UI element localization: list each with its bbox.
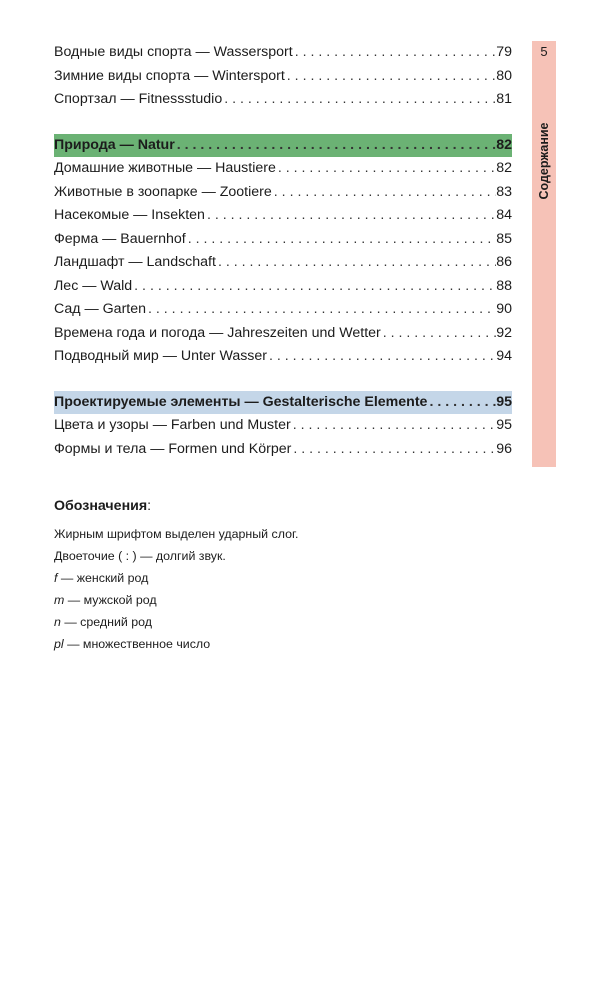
toc-section-header-nature[interactable] [54, 134, 512, 158]
toc-entry-page: 80 [496, 67, 512, 84]
section-gap [54, 369, 512, 391]
toc-entry-title: Животные в зоопарке — Zootiere [54, 183, 272, 200]
leader-dots [291, 414, 497, 438]
abbreviation-meaning: — женский род [57, 571, 149, 585]
toc-entry-title: Насекомые — Insekten [54, 207, 205, 223]
toc-entry-title: Водные виды спорта — Wassersport [54, 44, 293, 60]
toc-entry[interactable] [54, 322, 512, 346]
toc-entry-page: 84 [496, 207, 512, 223]
side-tab-label: Содержание [537, 122, 551, 200]
page-number: 5 [540, 44, 548, 59]
legend [54, 498, 514, 655]
leader-dots [276, 157, 496, 181]
toc-entry[interactable] [54, 88, 512, 112]
abbreviation-meaning: — мужской род [64, 593, 157, 607]
toc-entry[interactable] [54, 414, 512, 438]
legend-abbreviation [54, 611, 514, 633]
legend-note: Жирным шрифтом выделен ударный слог. [54, 527, 299, 541]
toc-entry-title: Подводный мир — Unter Wasser [54, 348, 268, 364]
toc-entry-page: 83 [496, 183, 512, 200]
toc-entry[interactable] [54, 345, 512, 369]
leader-dots [291, 438, 496, 462]
legend-abbreviation [54, 589, 514, 611]
leader-dots [285, 65, 496, 89]
toc-entry[interactable] [54, 228, 512, 252]
leader-dots [146, 298, 496, 322]
leader-dots [216, 251, 496, 275]
toc-entry-title: Времена года и погода — Jahreszeiten und Wetter [54, 324, 381, 341]
leader-dots [272, 181, 496, 205]
toc-entry-title: Цвета и узоры — Farben und Muster [54, 417, 291, 433]
leader-dots [175, 134, 496, 158]
toc-entry[interactable] [54, 298, 512, 322]
toc-entry-page: 96 [496, 440, 512, 457]
toc-entry-page: 85 [496, 230, 512, 247]
toc-entry-title: Зимние виды спорта — Wintersport [54, 67, 285, 84]
legend-heading [54, 498, 514, 514]
toc-entry[interactable] [54, 438, 512, 462]
legend-note: Двоеточие ( : ) — долгий звук. [54, 549, 226, 563]
leader-dots [427, 391, 496, 415]
leader-dots [293, 41, 497, 65]
toc-entry-title: Спортзал — Fitnessstudio [54, 91, 223, 107]
leader-dots [381, 322, 496, 346]
toc-section-header-design-elements[interactable] [54, 391, 512, 415]
leader-dots [222, 88, 496, 112]
toc-entry-title: Домашние животные — Haustiere [54, 160, 276, 176]
legend-abbreviation [54, 567, 514, 589]
abbreviation-meaning: — множественное число [63, 637, 211, 651]
toc-entry-page: 90 [496, 301, 512, 317]
abbreviation: f [54, 571, 58, 585]
toc-entry[interactable] [54, 204, 512, 228]
toc-entry-page: 94 [496, 348, 512, 364]
toc-entry-title: Сад — Garten [54, 301, 147, 317]
toc-entry[interactable] [54, 41, 512, 65]
toc-entry-page: 82 [496, 160, 512, 176]
toc-entry[interactable] [54, 251, 512, 275]
toc-entry[interactable] [54, 181, 512, 205]
abbreviation: m [54, 593, 65, 607]
toc-entry[interactable] [54, 65, 512, 89]
toc-entry[interactable] [54, 157, 512, 181]
section-page: 82 [496, 136, 512, 153]
toc-entry[interactable] [54, 275, 512, 299]
section-page: 95 [496, 393, 512, 410]
toc-entry-title: Ферма — Bauernhof [54, 230, 186, 247]
toc-entry-title: Лес — Wald [54, 277, 133, 294]
toc-entry-page: 88 [496, 277, 512, 294]
toc-entry-title: Формы и тела — Formen und Körper [54, 440, 292, 457]
legend-heading-colon: : [147, 498, 152, 514]
abbreviation: n [54, 615, 61, 629]
leader-dots [205, 204, 496, 228]
leader-dots [267, 345, 496, 369]
abbreviation: pl [54, 637, 64, 651]
leader-dots [186, 228, 496, 252]
section-gap [54, 112, 512, 134]
toc-entry-title: Ландшафт — Landschaft [54, 254, 216, 270]
table-of-contents [54, 41, 512, 461]
legend-abbreviation [54, 633, 514, 655]
toc-entry-page: 92 [496, 324, 512, 341]
toc-entry-page: 81 [496, 91, 512, 107]
toc-entry-page: 95 [496, 417, 512, 433]
abbreviation-meaning: — средний род [60, 615, 152, 629]
toc-entry-page: 86 [496, 254, 512, 270]
section-title: Природа — Natur [54, 136, 175, 153]
section-title: Проектируемые элементы — Gestalterische Elemente [54, 393, 428, 410]
leader-dots [132, 275, 496, 299]
toc-entry-page: 79 [496, 44, 512, 60]
side-tab[interactable] [532, 41, 556, 467]
legend-heading-text: Обозначения [54, 498, 148, 514]
